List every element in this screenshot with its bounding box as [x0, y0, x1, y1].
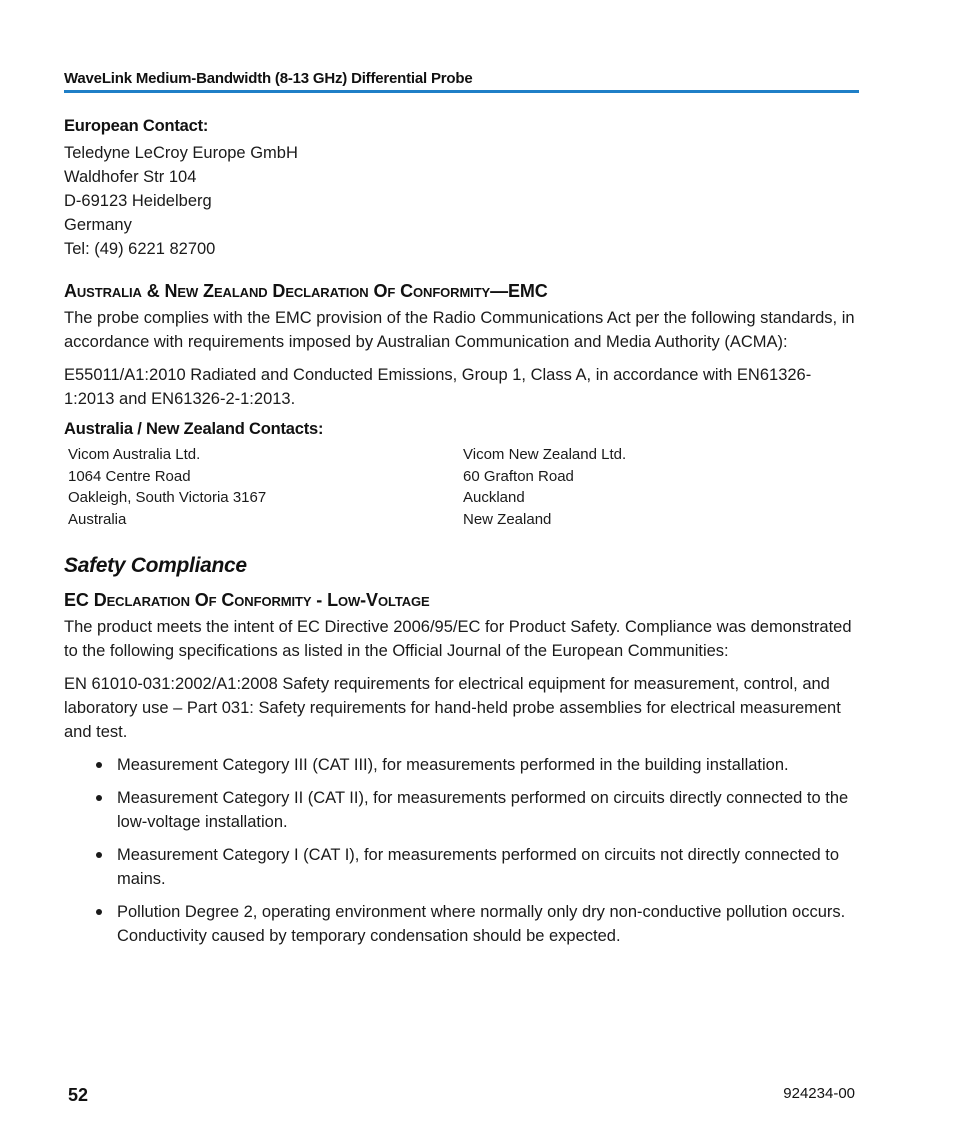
contact-line: Oakleigh, South Victoria 3167: [68, 489, 267, 506]
bullet-icon: [96, 909, 102, 915]
page-number: 52: [68, 1085, 89, 1105]
page-content: [64, 117, 859, 957]
address-line: Teledyne LeCroy Europe GmbH: [64, 144, 298, 162]
contact-line: New Zealand: [463, 510, 552, 528]
list-item-text: Measurement Category I (CAT I), for measurements performed on circuits not directly connected to mains.: [117, 846, 840, 888]
running-header: WaveLink Medium-Bandwidth (8-13 GHz) Differential Probe: [64, 70, 859, 93]
list-item: [64, 753, 859, 777]
contact-line: Auckland: [463, 489, 525, 506]
bullet-icon: [96, 795, 102, 801]
address-line: Germany: [64, 216, 132, 234]
contact-line: Vicom New Zealand Ltd.: [463, 446, 627, 463]
anz-paragraph: The probe complies with the EMC provision of the Radio Communications Act per the following standards, in accordance with requirements imposed by Australian Communication and Media Authority (ACMA):: [64, 309, 855, 351]
anz-declaration-heading: Australia & New Zealand Declaration Of Conformity—EMC: [64, 281, 548, 301]
document-number: 924234-00: [783, 1085, 855, 1102]
address-line: D-69123 Heidelberg: [64, 192, 212, 210]
list-item-text: Measurement Category III (CAT III), for measurements performed in the building installation.: [117, 756, 789, 774]
european-contact-heading: European Contact:: [64, 117, 209, 135]
bullet-icon: [96, 762, 102, 768]
address-line: Waldhofer Str 104: [64, 168, 197, 186]
list-item: [64, 900, 859, 948]
safety-paragraph: EN 61010-031:2002/A1:2008 Safety requirements for electrical equipment for measurement, control, and laboratory use – Part 031: Safety requirements for hand-held probe assemblies for electrical measurement and test.: [64, 675, 841, 741]
safety-compliance-heading: Safety Compliance: [64, 554, 247, 577]
list-item: [64, 786, 859, 834]
contact-new-zealand: [463, 444, 858, 530]
bullet-icon: [96, 852, 102, 858]
contact-australia: [68, 444, 463, 530]
safety-paragraph: The product meets the intent of EC Directive 2006/95/EC for Product Safety. Compliance was demonstrated to the following specifications as listed in the Official Journal of the European Communities:: [64, 618, 852, 660]
address-line: Tel: (49) 6221 82700: [64, 240, 216, 258]
category-list: [64, 753, 859, 948]
contact-line: Australia: [68, 510, 127, 528]
contact-line: Vicom Australia Ltd.: [68, 446, 201, 463]
anz-contacts: [68, 444, 859, 530]
list-item-text: Measurement Category II (CAT II), for measurements performed on circuits directly connected to the low-voltage installation.: [117, 789, 849, 831]
contact-line: 60 Grafton Road: [463, 467, 574, 485]
anz-paragraph: E55011/A1:2010 Radiated and Conducted Emissions, Group 1, Class A, in accordance with EN61326-1:2013 and EN61326-2-1:2013.: [64, 366, 812, 408]
ec-declaration-heading: EC Declaration Of Conformity - Low-Voltage: [64, 590, 430, 610]
contact-line: 1064 Centre Road: [68, 467, 191, 485]
anz-contacts-heading: Australia / New Zealand Contacts:: [64, 420, 324, 438]
european-contact-address: [64, 141, 859, 261]
list-item-text: Pollution Degree 2, operating environment where normally only dry non-conductive pollution occurs. Conductivity caused by temporary condensation should be expected.: [117, 903, 846, 945]
list-item: [64, 843, 859, 891]
